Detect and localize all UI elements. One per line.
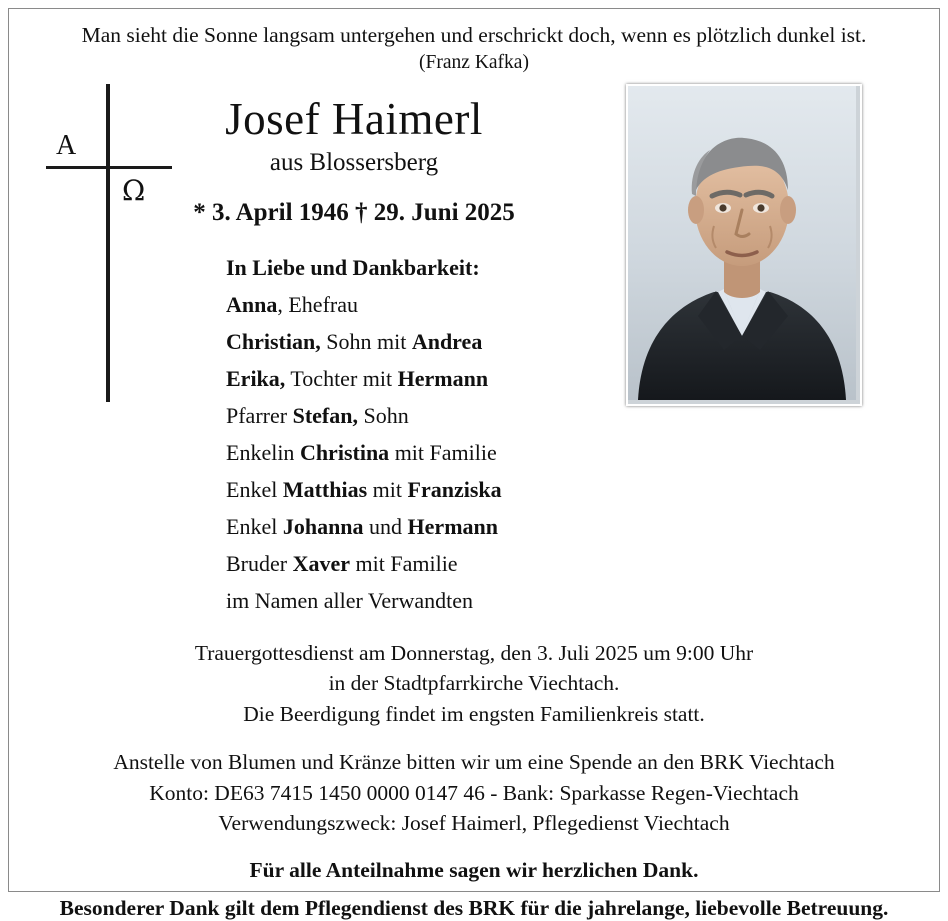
cross-vertical-bar [106,84,110,402]
family-line-part: Hermann [397,365,489,391]
family-line [226,403,668,429]
family-line-part: Enkel [226,513,283,539]
donation-info [30,747,918,839]
family-line [226,551,668,577]
service-line-2: in der Stadtpfarrkirche Viechtach. [328,671,620,696]
family-line [226,292,668,318]
family-line [226,514,668,540]
family-line [226,440,668,466]
service-info [30,638,918,730]
alpha-letter: A [56,130,77,161]
family-line [226,588,668,614]
family-line-part: Christian, [226,328,321,354]
family-line-part: Hermann [407,513,498,539]
omega-letter: Ω [122,174,146,207]
service-line-1: Trauergottesdienst am Donnerstag, den 3. Juli 2025 um 9:00 Uhr [194,640,754,665]
family-line-part: Johanna [282,513,364,539]
family-line-part: mit Familie [389,439,497,465]
deceased-origin: aus Blossersberg [269,148,439,176]
family-line-part: Pfarrer [226,402,293,428]
family-line-part: Sohn [357,402,409,428]
family-line [226,477,668,503]
deceased-name: Josef Haimerl [225,93,483,144]
family-line-part: Enkel [226,476,283,502]
deceased-dates: * 3. April 1946 † 29. Juni 2025 [193,198,515,226]
family-line-part: Sohn mit [320,328,412,354]
portrait-illustration [628,86,856,400]
family-line-part: und [363,513,408,539]
quote-author: (Franz Kafka) [419,51,529,73]
family-line-part: Matthias [282,476,368,502]
family-line-part: Franziska [407,476,502,502]
family-line-part: Andrea [411,328,483,354]
family-lines [226,292,668,614]
cross-horizontal-bar [46,166,172,169]
thanks-note: Für alle Anteilnahme sagen wir herzlichen Dank. [249,857,699,882]
service-line-3: Die Beerdigung findet im engsten Familienkreis statt. [243,701,705,726]
cross-symbol [40,78,210,408]
portrait-photo [626,84,862,406]
quote-text: Man sieht die Sonne langsam untergehen und erschrickt doch, wenn es plötzlich dunkel ist. [81,23,867,47]
family-line-part: im Namen aller Verwandten [226,587,474,613]
family-line-part: Xaver [292,550,351,576]
family-line [226,366,668,392]
donation-line-1: Anstelle von Blumen und Kränze bitten wir um eine Spende an den BRK Viechtach [113,750,835,775]
family-line-part: Tochter mit [285,365,398,391]
family-title: In Liebe und Dankbarkeit: [226,254,480,280]
donation-iban: Konto: DE63 7415 1450 0000 0147 46 - Bank: Sparkasse Regen-Viechtach [149,780,799,805]
family-line-part: Enkelin [226,439,300,465]
family-line-part: , Ehefrau [277,291,358,317]
family-line-part: mit [367,476,408,502]
special-thanks-note: Besonderer Dank gilt dem Pflegendienst des BRK für die jahrelange, liebevolle Betreuung. [59,895,889,920]
donation-reference: Verwendungszweck: Josef Haimerl, Pflegedienst Viechtach [218,811,730,836]
family-line-part: Erika, [226,365,286,391]
family-line-part: mit Familie [350,550,458,576]
family-line-part: Anna [226,291,278,317]
family-line-part: Christina [299,439,390,465]
family-line-part: Stefan, [292,402,358,428]
family-line [226,329,668,355]
family-line-part: Bruder [226,550,293,576]
